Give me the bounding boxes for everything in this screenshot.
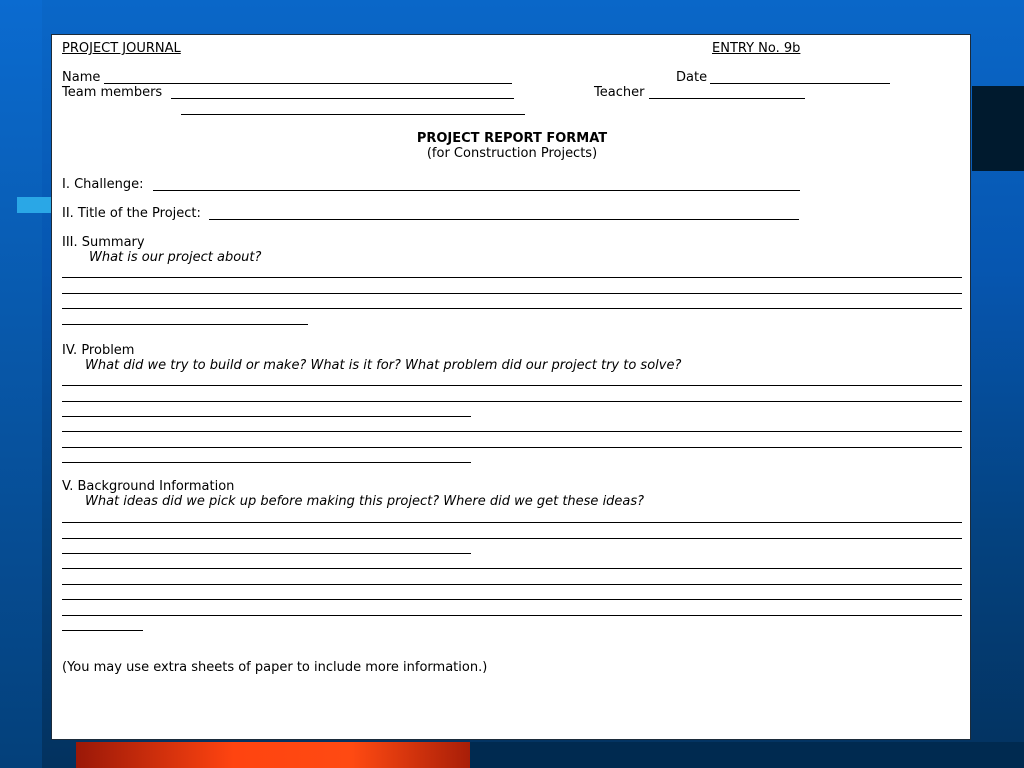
- project-title-field[interactable]: [209, 219, 799, 220]
- date-label: Date: [676, 70, 708, 85]
- problem-heading: IV. Problem: [62, 343, 135, 358]
- entry-number: ENTRY No. 9b: [712, 41, 801, 56]
- background-prompt: What ideas did we pick up before making this project? Where did we get these ideas?: [85, 494, 645, 509]
- background-line[interactable]: [62, 615, 962, 616]
- problem-prompt: What did we try to build or make? What is it for? What problem did our project try to solve?: [85, 358, 682, 373]
- problem-line[interactable]: [62, 447, 962, 448]
- background-line[interactable]: [62, 522, 962, 523]
- worksheet-page: [51, 34, 971, 740]
- teacher-label: Teacher: [594, 85, 645, 100]
- problem-line[interactable]: [62, 401, 962, 402]
- summary-line[interactable]: [62, 308, 962, 309]
- background-line[interactable]: [62, 584, 962, 585]
- background-heading: V. Background Information: [62, 479, 235, 494]
- slide-bottom-band: [470, 742, 1024, 768]
- team-members-field-2[interactable]: [181, 114, 525, 115]
- problem-line[interactable]: [62, 385, 962, 386]
- background-line[interactable]: [62, 599, 962, 600]
- extra-sheets-note: (You may use extra sheets of paper to include more information.): [62, 660, 488, 675]
- date-field[interactable]: [710, 83, 890, 84]
- summary-line[interactable]: [62, 277, 962, 278]
- problem-line[interactable]: [62, 416, 471, 417]
- project-title-label: II. Title of the Project:: [62, 206, 201, 221]
- problem-line[interactable]: [62, 431, 962, 432]
- challenge-label: I. Challenge:: [62, 177, 144, 192]
- slide-footer-bar: [76, 742, 470, 768]
- background-line[interactable]: [62, 630, 143, 631]
- name-field[interactable]: [104, 83, 512, 84]
- summary-heading: III. Summary: [62, 235, 145, 250]
- background-line[interactable]: [62, 538, 962, 539]
- challenge-field[interactable]: [153, 190, 800, 191]
- summary-line[interactable]: [62, 293, 962, 294]
- summary-line[interactable]: [62, 324, 308, 325]
- slide-dark-block: [972, 86, 1024, 171]
- team-members-field[interactable]: [171, 98, 514, 99]
- problem-line[interactable]: [62, 462, 471, 463]
- background-line[interactable]: [62, 553, 471, 554]
- teacher-field[interactable]: [649, 98, 805, 99]
- background-strip: [0, 0, 42, 768]
- name-label: Name: [62, 70, 101, 85]
- summary-prompt: What is our project about?: [89, 250, 262, 265]
- journal-label: PROJECT JOURNAL: [62, 41, 181, 56]
- team-members-label: Team members: [62, 85, 163, 100]
- slide-accent-block: [17, 197, 51, 213]
- background-line[interactable]: [62, 568, 962, 569]
- report-title: PROJECT REPORT FORMAT: [416, 131, 608, 146]
- report-subtitle: (for Construction Projects): [426, 146, 598, 161]
